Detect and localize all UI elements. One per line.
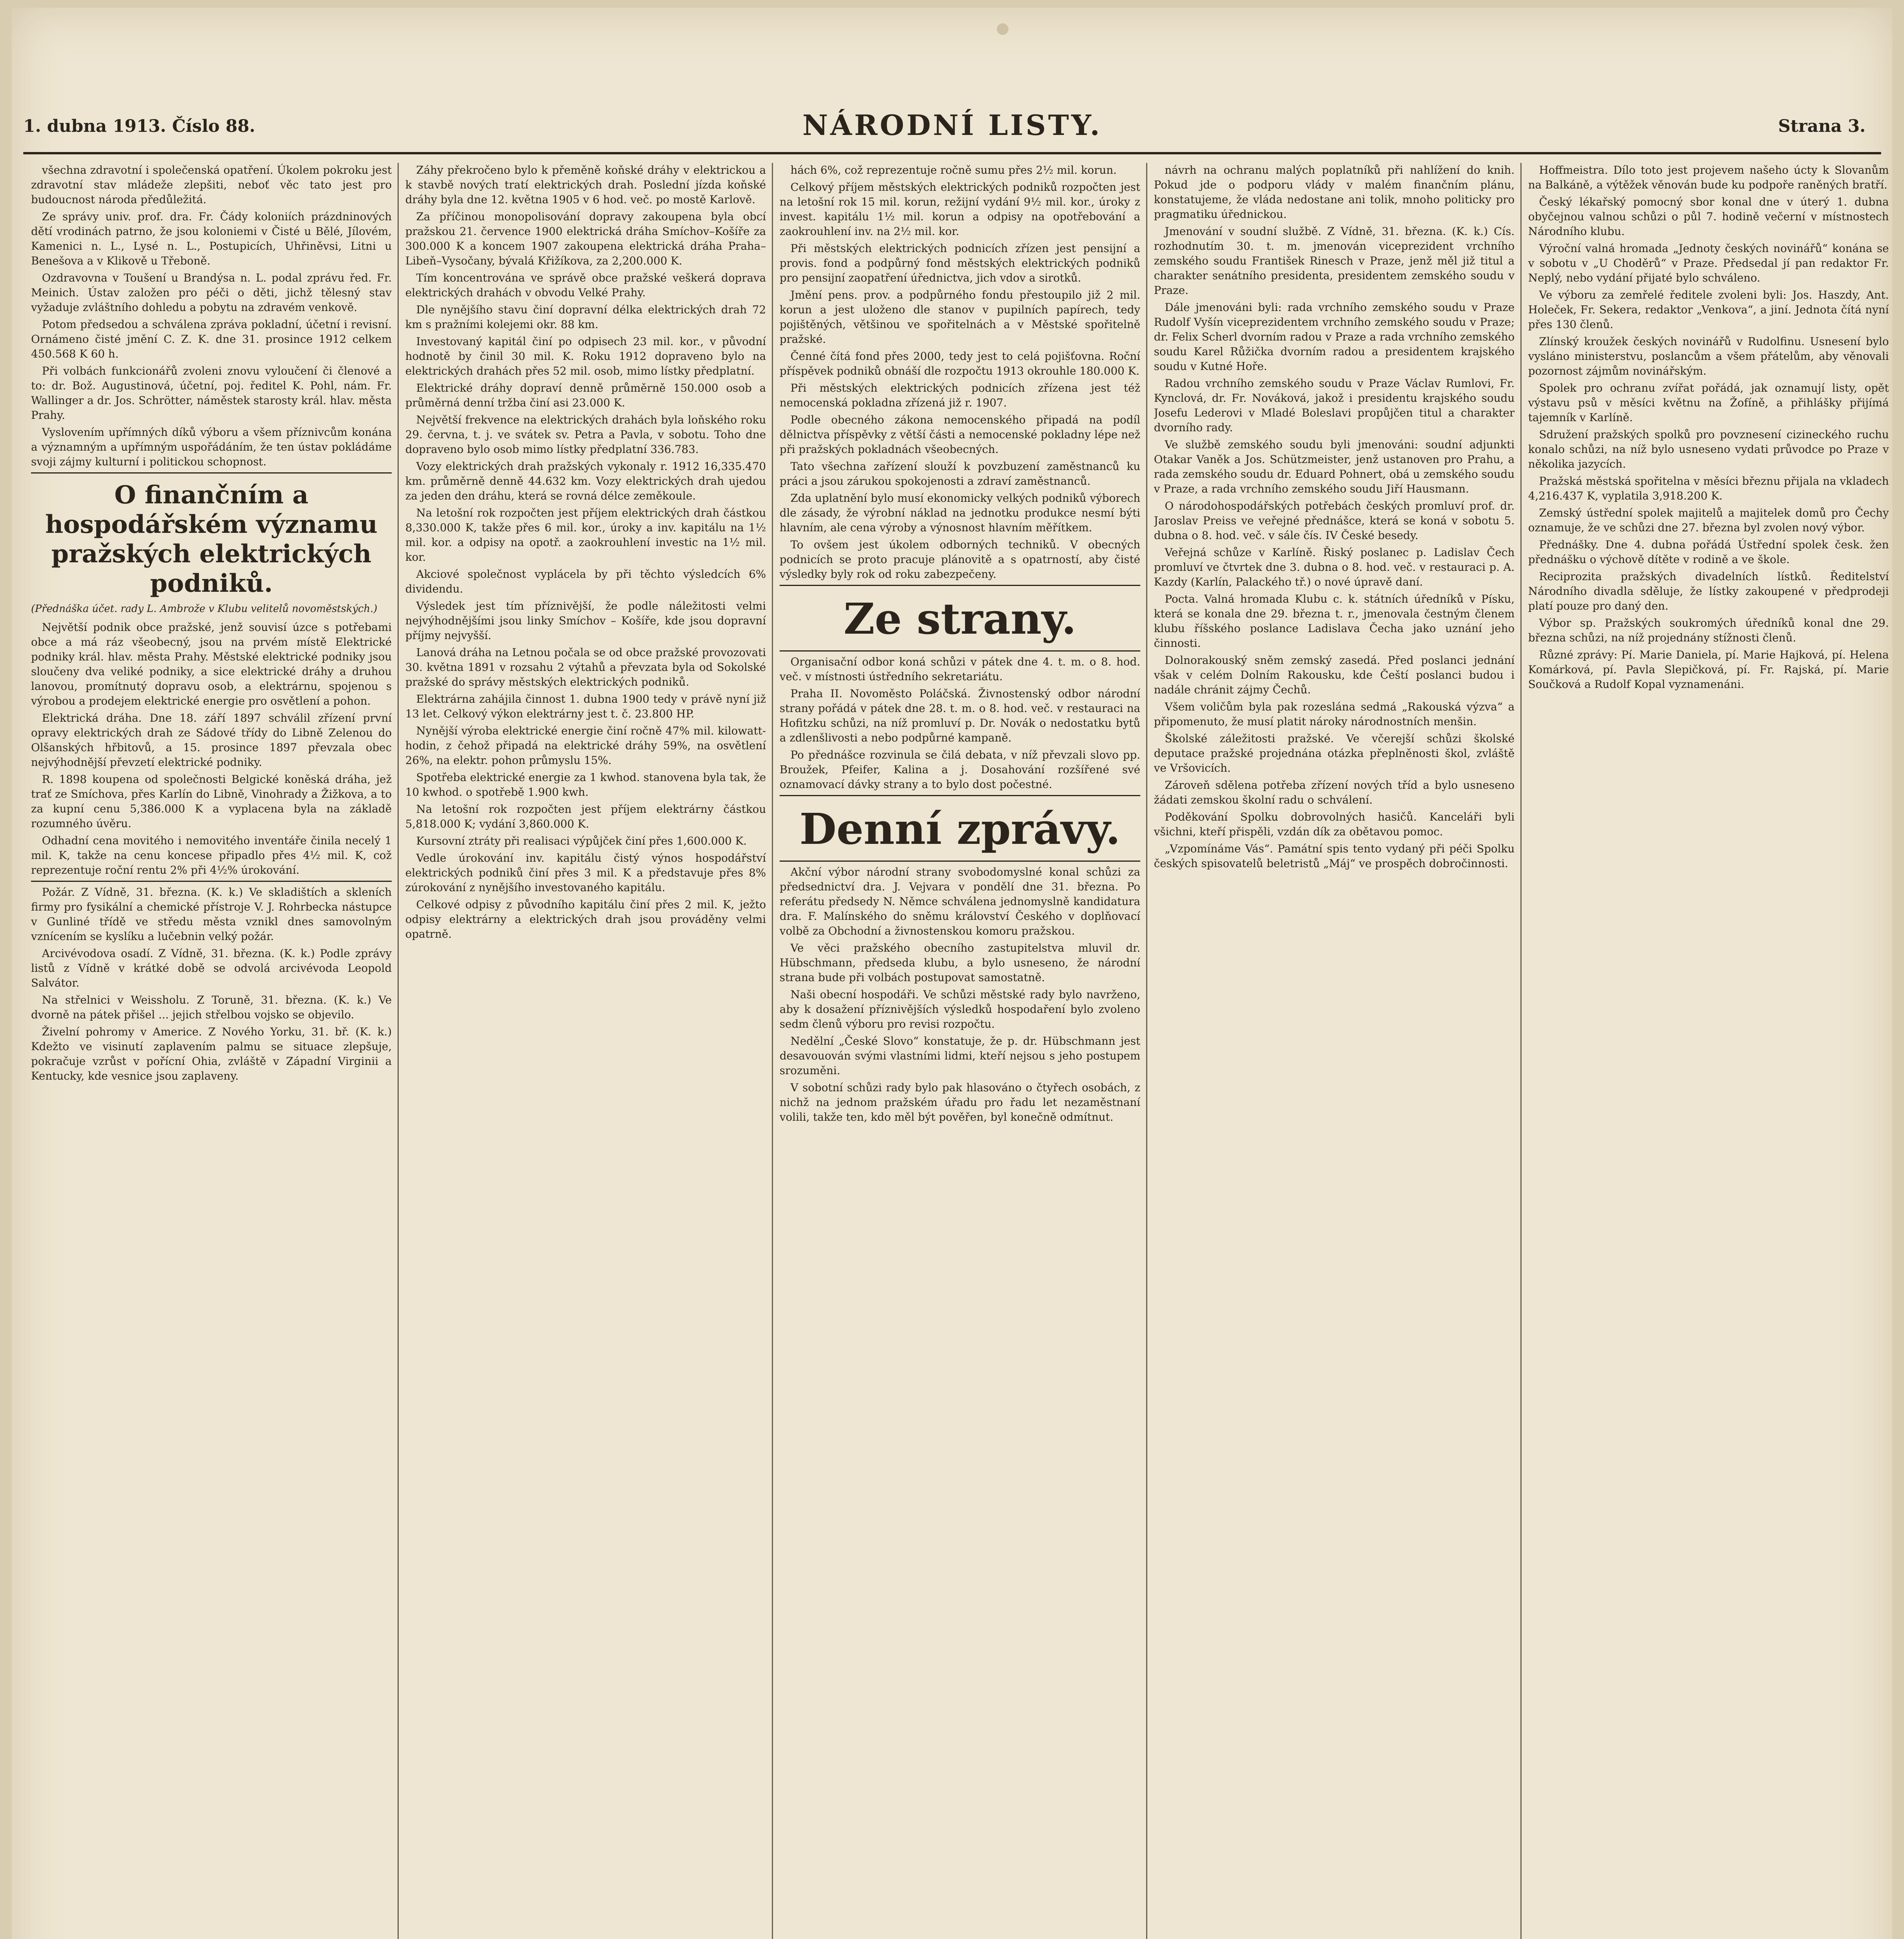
column-5 bbox=[1528, 163, 1889, 1939]
article-headline: O finančním a hospodářském významu pražských elektrických podniků. bbox=[45, 480, 378, 598]
article-paragraph: Dolnorakouský sněm zemský zasedá. Před poslanci jednání však v celém Dolním Rakousku, kde Čeští poslanci budou i nadále chránit zájmy Čechů. bbox=[1154, 654, 1515, 696]
masthead bbox=[23, 109, 1881, 151]
section-rule bbox=[780, 861, 1140, 862]
section-heading: Ze strany. bbox=[843, 594, 1077, 644]
newspaper-title: NÁRODNÍ LISTY. bbox=[802, 109, 1102, 142]
article-paragraph: Kursovní ztráty při realisaci výpůjček činí přes 1,600.000 K. bbox=[416, 835, 747, 847]
paper-hole bbox=[997, 23, 1008, 35]
article-paragraph: Ve výboru za zemřelé ředitele zvoleni byli: Jos. Haszdy, Ant. Holeček, Fr. Sekera, redaktor „Venkova“, a jiní. Jednota čítá nyní přes 130 členů. bbox=[1528, 289, 1889, 331]
article-paragraph: Čenné čítá fond přes 2000, tedy jest to celá pojišťovna. Roční příspěvek podniků obnáší dle rozpočtu 1913 okrouhle 180.000 K. bbox=[780, 350, 1140, 377]
article-paragraph: Poděkování Spolku dobrovolných hasičů. Kanceláři byli všichni, kteří přispěli, vzdán dík za obětavou pomoc. bbox=[1154, 811, 1515, 838]
column-1 bbox=[31, 163, 392, 1939]
article-paragraph: Celkové odpisy z původního kapitálu činí přes 2 mil. K, ježto odpisy elektrárny a elektrických drah jsou prováděny velmi opatrně. bbox=[405, 898, 766, 940]
issue-date: 1. dubna 1913. Číslo 88. bbox=[23, 116, 256, 136]
article-paragraph: Spotřeba elektrické energie za 1 kwhod. stanovena byla tak, že 10 kwhod. o spotřebě 1.900 kwh. bbox=[405, 771, 766, 798]
article-paragraph: Pražská městská spořitelna v měsíci březnu přijala na vkladech 4,216.437 K, vyplatila 3,918.200 K. bbox=[1528, 475, 1889, 502]
article-paragraph: Spolek pro ochranu zvířat pořádá, jak oznamují listy, opět výstavu psů v měsíci květnu na Žofíně, a přihlášky přijímá tajemník v Karlíně. bbox=[1528, 382, 1889, 424]
article-byline: (Přednáška účet. rady L. Ambrože v Klubu velitelů novoměstských.) bbox=[31, 603, 377, 615]
article-paragraph: Celkový příjem městských elektrických podniků rozpočten jest na letošní rok 15 mil. korun, režijní vydání 9½ mil. kor., úroky z invest. kapitálu 1½ mil. korun a odpisy na opotřebování a zaokrouhlení inv. na 2½ mil. kor. bbox=[780, 181, 1140, 238]
article-paragraph: Odhadní cena movitého i nemovitého inventáře činila necelý 1 mil. K, takže na cenu koncese připadlo přes 4½ mil. K, což reprezentuje roční rentu 2% při 4½% úrokování. bbox=[31, 834, 392, 876]
article-paragraph: Tím koncentrována ve správě obce pražské veškerá doprava elektrických drahách v obvodu Velké Prahy. bbox=[405, 271, 766, 299]
page-number: Strana 3. bbox=[1778, 116, 1866, 136]
section-rule bbox=[31, 881, 392, 882]
article-paragraph: „Vzpomínáme Vás“. Památní spis tento vydaný při péči Spolku českých spisovatelů beletristů „Máj“ ve prospěch dobročinnosti. bbox=[1154, 842, 1515, 870]
article-paragraph: Tato všechna zařízení slouží k povzbuzení zaměstnanců ku práci a jsou zárukou spokojenosti a zdraví zaměstnanců. bbox=[780, 460, 1140, 487]
article-paragraph: všechna zdravotní i společenská opatření. Úkolem pokroku jest zdravotní stav mládeže zlepšiti, neboť věc tato jest pro budoucnost národa předůležitá. bbox=[31, 164, 392, 206]
column-2 bbox=[405, 163, 766, 1939]
article-paragraph: Elektrárna zahájila činnost 1. dubna 1900 tedy v právě nyní již 13 let. Celkový výkon elektrárny jest t. č. 23.800 HP. bbox=[405, 693, 766, 720]
article-paragraph: Při městských elektrických podnicích zřízen jest pensijní a provis. fond a podpůrný fond městských elektrických podniků pro pensijní zaopatření úřednictva, jich vdov a sirotků. bbox=[780, 242, 1140, 284]
section-rule bbox=[780, 585, 1140, 586]
column-4 bbox=[1154, 163, 1515, 1939]
article-paragraph: Jmenování v soudní službě. Z Vídně, 31. března. (K. k.) Cís. rozhodnutím 30. t. m. jmenován viceprezident vrchního zemského soudu František Rinesch v Praze, jenž měl již titul a charakter senátního presidenta, presidentem zemského soudu v Praze. bbox=[1154, 225, 1515, 297]
article-paragraph: Největší frekvence na elektrických drahách byla loňského roku 29. června, t. j. ve svátek sv. Petra a Pavla, v sobotu. Toho dne dopraveno bylo osob mimo lístky předplatní 336.783. bbox=[405, 413, 766, 456]
news-item: Požár. Z Vídně, 31. března. (K. k.) Ve skladištích a skleních firmy pro fysikální a chemické přístroje V. J. Rohrbecka nástupce v Gunliné třídě ve středu města vznikl dnes samovolným vznícením se kyslíku a lučebnin velký požár. bbox=[31, 886, 392, 943]
article-paragraph: Ozdravovna v Toušení u Brandýsa n. L. podal zprávu řed. Fr. Meinich. Ústav založen pro péči o děti, jichž tělesný stav vyžaduje zvláštního dohledu a pobytu na zdravém venkově. bbox=[31, 271, 392, 314]
article-paragraph: Na letošní rok rozpočten jest příjem elektrárny částkou 5,818.000 K; vydání 3,860.000 K. bbox=[405, 803, 766, 830]
article-paragraph: Český lékařský pomocný sbor konal dne v úterý 1. dubna obyčejnou valnou schůzi o půl 7. hodině večerní v místnostech Národního klubu. bbox=[1528, 195, 1889, 238]
daily-item: Akční výbor národní strany svobodomyslné konal schůzi za předsednictví dra. J. Vejvara v pondělí dne 31. března. Po referátu předsedy N. Němce schválena jednomyslně kandidatura dra. F. Malínského do sněmu království Českého v doplňovací volbě za Obchodní a živnostenskou komoru pražskou. bbox=[780, 866, 1140, 937]
daily-item: Naši obecní hospodáři. Ve schůzi městské rady bylo navrženo, aby k dosažení příznivějších výsledků hospodaření bylo zvoleno sedm členů výboru pro revisi rozpočtu. bbox=[780, 988, 1140, 1030]
article-paragraph: Zemský ústřední spolek majitelů a majitelek domů pro Čechy oznamuje, že ve schůzi dne 27. března byl zvolen nový výbor. bbox=[1528, 506, 1889, 534]
article-paragraph: O národohospodářských potřebách českých promluví prof. dr. Jaroslav Preiss ve veřejné přednášce, která se koná v sobotu 5. dubna o 8. hod. več. v sále čís. IV České besedy. bbox=[1154, 499, 1515, 542]
party-item: Praha II. Novoměsto Poláčská. Živnostenský odbor národní strany pořádá v pátek dne 28. t. m. o 8. hod. več. v restauraci na Hofitzku schůzi, na níž promluví p. Dr. Novák o nedostatku bytů a zdlenšlivosti a nebo podpůrné kampaně. bbox=[780, 687, 1140, 744]
article-paragraph: Přednášky. Dne 4. dubna pořádá Ústřední spolek česk. žen přednášku o výchově dítěte v rodině a ve škole. bbox=[1528, 538, 1889, 566]
party-item: Po přednášce rozvinula se čilá debata, v níž převzali slovo pp. Broužek, Pfeifer, Kalina a j. Dosahování rozšířené své oznamovací dávky strany a to bylo dost počestné. bbox=[780, 748, 1140, 791]
article-paragraph: Ze správy univ. prof. dra. Fr. Čády koloniích prázdninových dětí vrodinách patrno, že jsou koloniemi v Čisté u Bělé, Jílovém, Kamenici n. L., Lysé n. L., Postupicích, Uhřiněvsi, Litni u Benešova a v Klikově u Třeboně. bbox=[31, 210, 392, 267]
article-paragraph: Vozy elektrických drah pražských vykonaly r. 1912 16,335.470 km. průměrně denně 44.632 km. Vozy elektrických drah ujedou za jeden den dráhu, která se rovná délce zeměkoule. bbox=[405, 460, 766, 502]
column-divider bbox=[772, 163, 773, 1939]
article-paragraph: Na letošní rok rozpočten jest příjem elektrických drah částkou 8,330.000 K, takže přes 6 mil. kor., úroky a inv. kapitálu na 1½ mil. kor. a odpisy na opotř. a zaokrouhlení investic na 1½ mil. kor. bbox=[405, 506, 766, 563]
article-paragraph: Dále jmenováni byli: rada vrchního zemského soudu v Praze Rudolf Vyšín viceprezidentem vrchního zemského soudu v Praze; dr. Felix Scherl dvorním radou v Praze a rada vrchního zemského soudu Karel Růžička dvorním radou a presidentem krajského soudu v Kutné Hoře. bbox=[1154, 301, 1515, 373]
article-paragraph: hách 6%, což reprezentuje ročně sumu přes 2½ mil. korun. bbox=[790, 164, 1117, 176]
article-paragraph: Školské záležitosti pražské. Ve včerejší schůzi školské deputace pražské projednána otázka přeplněnosti škol, zvláště ve Vršovicích. bbox=[1154, 732, 1515, 774]
article-paragraph: R. 1898 koupena od společnosti Belgické koněská dráha, jež trať ze Smíchova, přes Karlín do Libně, Vinohrady a Žižkova, a to za kupní cenu 5,386.000 K a vyplacena byla na základě rozumného úvěru. bbox=[31, 773, 392, 830]
newspaper-page bbox=[12, 8, 1892, 1939]
article-paragraph: Veřejná schůze v Karlíně. Řiský poslanec p. Ladislav Čech promluví ve čtvrtek dne 3. dubna o 8. hod. več. v restauraci p. A. Kazdy (Karlín, Palackého tř.) o nové úpravě daní. bbox=[1154, 546, 1515, 588]
article-paragraph: Jmění pens. prov. a podpůrného fondu přestoupilo již 2 mil. korun a jest uloženo dle stanov v pupilních papírech, tedy pojištěných, většinou ve spořitelnách a v Městské spořitelně pražské. bbox=[780, 289, 1140, 346]
section-heading: Denní zprávy. bbox=[799, 804, 1121, 854]
article-paragraph: Dle nynějšího stavu činí dopravní délka elektrických drah 72 km s pražními kolejemi okr. 88 km. bbox=[405, 303, 766, 331]
article-paragraph: Různé zprávy: Pí. Marie Daniela, pí. Marie Hajková, pí. Helena Komárková, pí. Pavla Slepičková, pí. Fr. Rajská, pí. Marie Součková a Rudolf Kopal vyznamenáni. bbox=[1528, 648, 1889, 691]
article-paragraph: Vyslovením upřímných díků výboru a všem příznivcům konána a významným a upřímným uspořádáním, že ten ústav pokládáme svoji zájmy kulturní i politickou schopnost. bbox=[31, 426, 392, 468]
article-paragraph: Všem voličům byla pak rozeslána sedmá „Rakouská výzva“ a připomenuto, že musí platit nároky národnostních menšin. bbox=[1154, 700, 1515, 728]
article-paragraph: Ve službě zemského soudu byli jmenováni: soudní adjunkti Otakar Vaněk a Jos. Schützmeister, jenž ustanoven pro Prahu, a rada zemského soudu dr. Eduard Pohnert, obá u zemského soudu v Praze, a rada vrchního zemského soudu Jiří Hausmann. bbox=[1154, 438, 1515, 495]
article-paragraph: Lanová dráha na Letnou počala se od obce pražské provozovati 30. května 1891 v rozsahu 2 výtahů a převzata byla od Sokolské pražské do správy městských elektrických podniků. bbox=[405, 646, 766, 688]
news-item: Živelní pohromy v Americe. Z Nového Yorku, 31. bř. (K. k.) Kdežto ve visinutí zaplavením palmu se situace zlepšuje, pokračuje vzrůst v pořícní Ohia, zvláště v Západní Virginii a Kentucky, kde vesnice jsou zaplaveny. bbox=[31, 1025, 392, 1082]
article-paragraph: Hoffmeistra. Dílo toto jest projevem našeho úcty k Slovanům na Balkáně, a výtěžek věnován bude ku podpoře raněných bratří. bbox=[1528, 164, 1889, 191]
column-3 bbox=[780, 163, 1140, 1939]
article-paragraph: Vedle úrokování inv. kapitálu čistý výnos hospodářství elektrických podniků činí přes 3 mil. K a představuje přes 8% zúrokování z nynějšího investovaného kapitálu. bbox=[405, 852, 766, 894]
column-divider bbox=[1520, 163, 1522, 1939]
article-paragraph: Při volbách funkcionářů zvoleni znovu vyloučení či členové a to: dr. Bož. Augustinová, účetní, poj. ředitel K. Pohl, nám. Fr. Wallinger a dr. Jos. Schrötter, náměstek starosty král. hlav. města Prahy. bbox=[31, 365, 392, 422]
article-paragraph: Největší podnik obce pražské, jenž souvisí úzce s potřebami obce a má ráz všeobecný, jsou na prvém místě Elektrické podniky král. hlav. města Prahy. Městské elektrické podniky jsou sloučeny dva veliké podniky, a sice elektrické dráhy a druhou lanovou, promítnutý dopravu osob, a elektrárnu, spojenou s výrobou a prodejem elektrické energie pro osvětlení a pohon. bbox=[31, 621, 392, 707]
daily-item: V sobotní schůzi rady bylo pak hlasováno o čtyřech osobách, z nichž na jednom pražském úřadu pro řadu let nezaměstnaní volili, takže ten, kdo měl být pověřen, byl konečně odmítnut. bbox=[780, 1081, 1140, 1123]
article-paragraph: Pocta. Valná hromada Klubu c. k. státních úředníků v Písku, která se konala dne 29. března t. r., jmenovala čestným členem klubu říšského poslance Ladislava Čecha jako uznání jeho činnosti. bbox=[1154, 593, 1515, 650]
masthead-rule bbox=[23, 152, 1881, 154]
section-rule bbox=[780, 650, 1140, 652]
article-paragraph: Záhy překročeno bylo k přeměně koňské dráhy v elektrickou a k stavbě nových tratí elektrických drah. Poslední jízda koňské dráhy byla dne 12. května 1905 v 6 hod. več. po mostě Karlově. bbox=[405, 164, 766, 206]
article-paragraph: Elektrické dráhy dopraví denně průměrně 150.000 osob a průměrná denní tržba činí asi 23.000 K. bbox=[405, 382, 766, 409]
article-paragraph: Akciové společnost vyplácela by při těchto výsledcích 6% dividendu. bbox=[405, 568, 766, 595]
article-paragraph: Při městských elektrických podnicích zřízena jest též nemocenská pokladna zřízená již r. 1907. bbox=[780, 382, 1140, 409]
article-paragraph: Za příčinou monopolisování dopravy zakoupena byla obcí pražskou 21. července 1900 elektrická dráha Smíchov–Košíře za 300.000 K a koncem 1907 zakoupena elektrická dráha Praha–Libeň–Vysočany, bývalá Křižíkova, za 2,200.000 K. bbox=[405, 210, 766, 267]
article-paragraph: Výroční valná hromada „Jednoty českých novinářů“ konána se v sobotu v „U Choděrů“ v Praze. Předsedal jí pan redaktor Fr. Neplý, nebo vydání přijaté bylo schváleno. bbox=[1528, 242, 1889, 284]
column-divider bbox=[398, 163, 399, 1939]
section-rule bbox=[780, 795, 1140, 796]
article-paragraph: Nynější výroba elektrické energie činí ročně 47% mil. kilowatt-hodin, z čehož připadá na elektrické dráhy 59%, na osvětlení 26%, na elektr. pohon průmyslu 15%. bbox=[405, 724, 766, 767]
column-divider bbox=[1146, 163, 1147, 1939]
daily-item: Ve věci pražského obecního zastupitelstva mluvil dr. Hübschmann, předseda klubu, a bylo usneseno, že národní strana bude při volbách postupovat samostatně. bbox=[780, 942, 1140, 984]
article-paragraph: Výsledek jest tím příznivější, že podle náležitosti velmi nejvýhodnějšími jsou linky Smíchov – Košíře, kde jsou dopravní příjmy nejvyšší. bbox=[405, 600, 766, 642]
news-item: Arcivévodova osadí. Z Vídně, 31. března. (K. k.) Podle zprávy listů z Vídně v krátké době se odvolá arcivévoda Leopold Salvátor. bbox=[31, 947, 392, 989]
section-rule bbox=[31, 472, 392, 474]
article-paragraph: Zároveň sdělena potřeba zřízení nových tříd a bylo usneseno žádati zemskou školní radu o schválení. bbox=[1154, 779, 1515, 806]
party-item: Organisační odbor koná schůzi v pátek dne 4. t. m. o 8. hod. več. v místnosti ústředního sekretariátu. bbox=[780, 655, 1140, 683]
article-paragraph: Zda uplatnění bylo musí ekonomicky velkých podniků výborech dle zásady, že výrobní náklad na jednotku produkce nesmí býti hlavním, ale cena výroby a výnosnost hlavním měřítkem. bbox=[780, 492, 1140, 534]
daily-item: Nedělní „České Slovo“ konstatuje, že p. dr. Hübschmann jest desavouován svými vlastními lidmi, kteří nejsou s jeho postupem srozuměni. bbox=[780, 1035, 1140, 1077]
article-paragraph: Zlínský kroužek českých novinářů v Rudolfinu. Usnesení bylo vysláno ministerstvu, poslancům a všem přátelům, aby věnovali pozornost zájmům novinářským. bbox=[1528, 335, 1889, 377]
article-paragraph: Výbor sp. Pražských soukromých úředníků konal dne 29. března schůzi, na níž projednány stížnosti členů. bbox=[1528, 617, 1889, 644]
article-paragraph: Podle obecného zákona nemocenského připadá na podíl dělnictva příspěvky z větší části a nemocenské pokladny lépe než při pražských pokladnách všeobecných. bbox=[780, 413, 1140, 456]
news-item: Na střelnici v Weissholu. Z Toruně, 31. března. (K. k.) Ve dvorně na pátek přišel ... jejich střelbou vojsko se objevilo. bbox=[31, 994, 392, 1021]
article-paragraph: návrh na ochranu malých poplatníků při nahlížení do knih. Pokud jde o podporu vlády v malém finančním plánu, konstatujeme, že vláda nedostane ani tolik, mnoho politicky pro pragmatiku úřednickou. bbox=[1154, 164, 1515, 221]
article-paragraph: Investovaný kapitál činí po odpisech 23 mil. kor., v původní hodnotě by činil 30 mil. K. Roku 1912 dopraveno bylo na elektrických drahách přes 52 mil. osob, mimo lístky předplatní. bbox=[405, 335, 766, 377]
article-paragraph: Sdružení pražských spolků pro povznesení cizineckého ruchu konalo schůzi, na níž bylo usneseno vydati průvodce po Praze v několika jazycích. bbox=[1528, 428, 1889, 470]
article-paragraph: Potom předsedou a schválena zpráva pokladní, účetní i revisní. Ornámeno čisté jmění C. Z. K. dne 31. prosince 1912 celkem 450.568 K 60 h. bbox=[31, 318, 392, 360]
article-paragraph: Radou vrchního zemského soudu v Praze Václav Rumlovi, Fr. Kynclová, dr. Fr. Nováková, jakož i presidentu krajského soudu Josefu Lederovi v Mladé Boleslavi propůjčen titul a charakter dvorního rady. bbox=[1154, 377, 1515, 434]
article-paragraph: Elektrická dráha. Dne 18. září 1897 schválil zřízení první opravy elektrických drah ze Sádové třídy do Libně Zelenou do Olšanských hřbitovů, a 15. prosince 1897 převzala obec nejvýhodnější převzetí elektrické podniky. bbox=[31, 712, 392, 769]
article-paragraph: Reciprozita pražských divadelních lístků. Ředitelství Národního divadla sděluje, že lístky zakoupené v předprodeji platí pouze pro daný den. bbox=[1528, 570, 1889, 612]
article-paragraph: To ovšem jest úkolem odborných techniků. V obecných podnicích se proto pracuje plánovitě a s opatrností, aby čisté výsledky byly rok od roku zabezpečeny. bbox=[780, 538, 1140, 581]
